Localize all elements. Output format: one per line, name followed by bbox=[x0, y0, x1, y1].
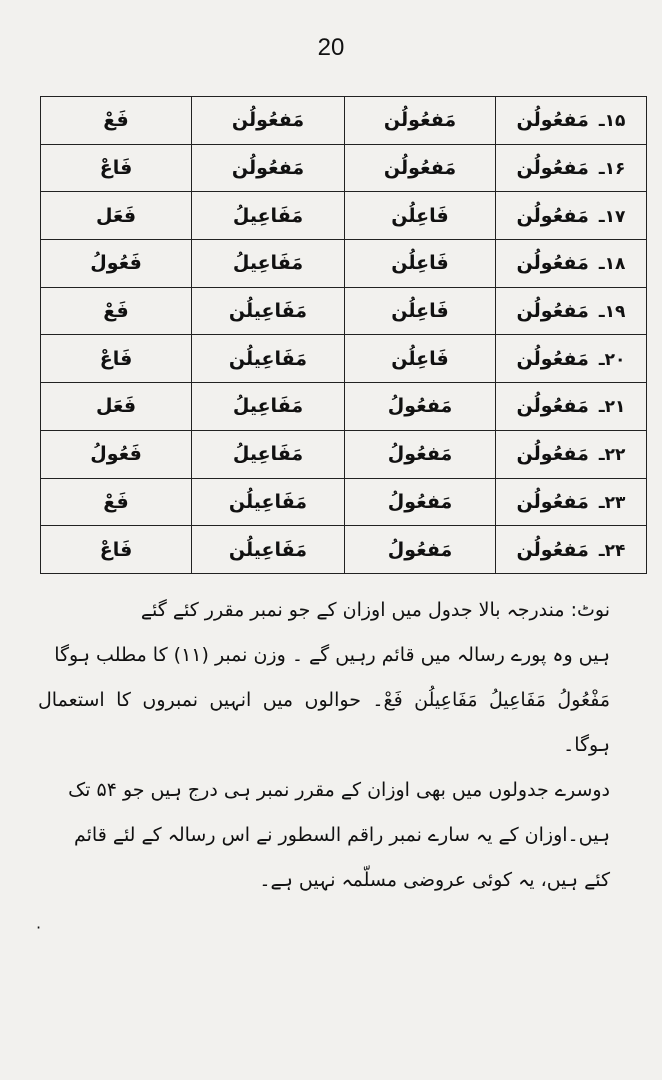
meter-cell-1 bbox=[496, 287, 647, 335]
meter-text: مَفعُولُن bbox=[516, 204, 589, 227]
meter-cell-2: فَاعِلُن bbox=[345, 192, 496, 240]
meter-cell-4: فَعُولُ bbox=[41, 240, 192, 288]
stray-mark: · bbox=[36, 918, 42, 937]
meter-cell-3: مَفعُولُن bbox=[192, 97, 345, 145]
note-line: ہیں۔اوزان کے یہ سارے نمبر راقم السطور نے اس رسالہ کے لئے قائم bbox=[73, 824, 610, 846]
meter-cell-3: مَفَاعِیلُن bbox=[192, 478, 345, 526]
meter-cell-4: فَعْ bbox=[41, 97, 192, 145]
row-number: ۱۵ـ bbox=[598, 111, 626, 132]
meter-cell-1 bbox=[496, 192, 647, 240]
row-number: ۲۲ـ bbox=[598, 445, 626, 466]
table-row bbox=[41, 478, 647, 526]
meter-cell-3: مَفَاعِیلُن bbox=[192, 335, 345, 383]
meter-cell-2: مَفعُولُن bbox=[345, 144, 496, 192]
row-number: ۱۹ـ bbox=[598, 302, 626, 323]
table-row bbox=[41, 287, 647, 335]
meter-cell-4: فَاعْ bbox=[41, 526, 192, 574]
meter-cell-1 bbox=[496, 240, 647, 288]
meter-cell-4: فَعَل bbox=[41, 383, 192, 431]
meter-cell-2: مَفعُولُ bbox=[345, 478, 496, 526]
meter-text: مَفعُولُن bbox=[516, 395, 589, 418]
note-line: ہیں وہ پورے رسالہ میں قائم رہیں گے ۔ وزن نمبر (۱۱) کا مطلب ہوگا bbox=[54, 644, 610, 666]
meter-cell-1 bbox=[496, 478, 647, 526]
table-row bbox=[41, 240, 647, 288]
meter-cell-4: فَعْ bbox=[41, 287, 192, 335]
row-number: ۲۰ـ bbox=[598, 349, 626, 370]
meter-cell-3: مَفَاعِیلُ bbox=[192, 383, 345, 431]
row-number: ۱۶ـ bbox=[598, 159, 626, 180]
meter-text: مَفعُولُن bbox=[516, 300, 589, 323]
meter-cell-1 bbox=[496, 335, 647, 383]
meter-text: مَفعُولُن bbox=[516, 490, 589, 513]
note-line: دوسرے جدولوں میں بھی اوزان کے مقرر نمبر ہی درج ہیں جو ۵۴ تک bbox=[68, 779, 610, 801]
table-row bbox=[41, 192, 647, 240]
meter-cell-3: مَفعُولُن bbox=[192, 144, 345, 192]
meter-cell-1 bbox=[496, 97, 647, 145]
table-row bbox=[41, 430, 647, 478]
meter-cell-1 bbox=[496, 526, 647, 574]
row-number: ۲۴ـ bbox=[598, 540, 626, 561]
meter-text: مَفعُولُن bbox=[516, 157, 589, 180]
meter-cell-3: مَفَاعِیلُ bbox=[192, 192, 345, 240]
row-number: ۲۱ـ bbox=[598, 397, 626, 418]
meter-cell-4: فَاعْ bbox=[41, 144, 192, 192]
meter-cell-2: فَاعِلُن bbox=[345, 240, 496, 288]
table-row bbox=[41, 144, 647, 192]
meter-text: مَفعُولُن bbox=[516, 347, 589, 370]
meter-cell-2: مَفعُولُ bbox=[345, 383, 496, 431]
note-paragraph bbox=[38, 588, 610, 903]
row-number: ۲۳ـ bbox=[598, 492, 626, 513]
meter-cell-1 bbox=[496, 430, 647, 478]
meter-text: مَفعُولُن bbox=[516, 252, 589, 275]
table-row bbox=[41, 383, 647, 431]
table-row bbox=[41, 526, 647, 574]
meter-cell-2: فَاعِلُن bbox=[345, 287, 496, 335]
meter-cell-2: مَفعُولُن bbox=[345, 97, 496, 145]
page-number: 20 bbox=[317, 34, 345, 61]
table-row bbox=[41, 335, 647, 383]
meter-cell-4: فَعُولُ bbox=[41, 430, 192, 478]
meter-cell-1 bbox=[496, 383, 647, 431]
meter-text: مَفعُولُن bbox=[516, 109, 589, 132]
meter-cell-4: فَاعْ bbox=[41, 335, 192, 383]
row-number: ۱۸ـ bbox=[598, 254, 626, 275]
row-number: ۱۷ـ bbox=[598, 206, 626, 227]
meter-cell-2: فَاعِلُن bbox=[345, 335, 496, 383]
meter-cell-1 bbox=[496, 144, 647, 192]
meter-cell-4: فَعَل bbox=[41, 192, 192, 240]
meter-cell-4: فَعْ bbox=[41, 478, 192, 526]
meter-cell-3: مَفَاعِیلُن bbox=[192, 287, 345, 335]
meter-cell-3: مَفَاعِیلُ bbox=[192, 240, 345, 288]
note-line: مَفْعُولُ مَفَاعِیلُ مَفَاعِیلُن فَعْ۔ حوالوں میں انہیں نمبروں کا استعمال ہوگا۔ bbox=[38, 689, 610, 756]
meter-text: مَفعُولُن bbox=[516, 538, 589, 561]
meter-table bbox=[40, 96, 647, 574]
note-line: نوٹ: مندرجہ بالا جدول میں اوزان کے جو نمبر مقرر کئے گئے bbox=[140, 599, 610, 621]
meter-cell-3: مَفَاعِیلُن bbox=[192, 526, 345, 574]
table-row bbox=[41, 97, 647, 145]
meter-cell-3: مَفَاعِیلُ bbox=[192, 430, 345, 478]
meter-text: مَفعُولُن bbox=[516, 443, 589, 466]
note-line: کئے ہیں، یہ کوئی عروضی مسلّمہ نہیں ہے۔ bbox=[259, 869, 610, 891]
meter-cell-2: مَفعُولُ bbox=[345, 430, 496, 478]
meter-cell-2: مَفعُولُ bbox=[345, 526, 496, 574]
